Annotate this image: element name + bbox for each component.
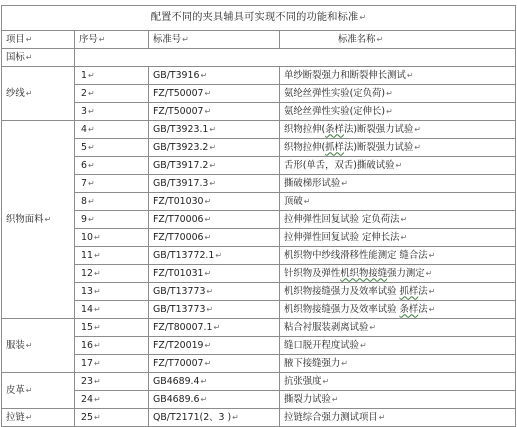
paragraph-mark: ↵ xyxy=(386,88,393,98)
paragraph-mark: ↵ xyxy=(87,70,95,80)
row-standard: FZ/T50007↵ xyxy=(149,103,280,121)
paragraph-mark: ↵ xyxy=(341,178,348,188)
paragraph-mark: ↵ xyxy=(204,268,212,278)
paragraph-mark: ↵ xyxy=(93,340,101,350)
section-label: 服装↵ xyxy=(2,319,75,373)
row-number: 13↵ xyxy=(75,283,149,301)
section-label: 国标↵ xyxy=(2,49,75,67)
section-label: 纱线↵ xyxy=(2,67,75,121)
paragraph-mark: ↵ xyxy=(93,376,101,386)
paragraph-mark: ↵ xyxy=(182,34,189,44)
row-number: 10↵ xyxy=(75,229,149,247)
paragraph-mark: ↵ xyxy=(209,178,217,188)
paragraph-mark: ↵ xyxy=(360,340,367,350)
row-number: 14↵ xyxy=(75,301,149,319)
spellcheck-underline: 条样 xyxy=(325,123,344,135)
paragraph-mark: ↵ xyxy=(414,142,421,152)
row-standard: GB/T3923.2↵ xyxy=(149,139,280,157)
row-number: 25↵ xyxy=(75,409,149,427)
row-standard: FZ/T01030↵ xyxy=(149,193,280,211)
table-row xyxy=(2,67,516,85)
row-standard: FZ/T01031↵ xyxy=(149,265,280,283)
paragraph-mark: ↵ xyxy=(98,34,106,44)
table-row xyxy=(2,211,516,229)
spellcheck-underline: 抓样 xyxy=(399,285,419,297)
table-row xyxy=(2,265,516,283)
row-name: 氨纶丝弹性实验(定负荷)↵ xyxy=(280,85,516,103)
paragraph-mark: ↵ xyxy=(204,340,212,350)
paragraph-mark: ↵ xyxy=(93,394,101,404)
paragraph-mark: ↵ xyxy=(93,268,101,278)
paragraph-mark: ↵ xyxy=(25,385,33,395)
row-name: 拉伸弹性回复试验 定负荷法↵ xyxy=(280,211,516,229)
paragraph-mark: ↵ xyxy=(87,88,95,98)
row-number: 12↵ xyxy=(75,265,149,283)
row-number: 6↵ xyxy=(75,157,149,175)
row-number: 11↵ xyxy=(75,247,149,265)
row-number: 2↵ xyxy=(75,85,149,103)
paragraph-mark: ↵ xyxy=(428,286,436,296)
row-name: 织物拉伸(抓样法)断裂强力试验↵ xyxy=(280,139,516,157)
table-row xyxy=(2,121,516,139)
paragraph-mark: ↵ xyxy=(25,88,33,98)
table-row xyxy=(2,193,516,211)
row-name: 抗张强度↵ xyxy=(280,373,516,391)
row-name: 织物拉伸(条样法)断裂强力试验↵ xyxy=(280,121,516,139)
paragraph-mark: ↵ xyxy=(378,412,386,422)
row-standard: FZ/T70007↵ xyxy=(149,355,280,373)
paragraph-mark: ↵ xyxy=(376,34,384,44)
paragraph-mark: ↵ xyxy=(209,124,217,134)
row-name: 针织物及弹性机织物接缝强力测定↵ xyxy=(280,265,516,283)
table-row xyxy=(2,373,516,391)
table-row xyxy=(2,355,516,373)
row-number: 1↵ xyxy=(75,67,149,85)
paragraph-mark: ↵ xyxy=(25,412,33,422)
paragraph-mark: ↵ xyxy=(93,232,101,242)
row-name: 拉伸弹性回复试验 定伸长法↵ xyxy=(280,229,516,247)
header-name: 标准名称↵ xyxy=(280,31,516,49)
row-number: 3↵ xyxy=(75,103,149,121)
paragraph-mark: ↵ xyxy=(93,286,101,296)
paragraph-mark: ↵ xyxy=(213,322,221,332)
row-standard: GB/T3923.1↵ xyxy=(149,121,280,139)
paragraph-mark: ↵ xyxy=(425,268,433,278)
spellcheck-underline: 条样 xyxy=(399,303,419,315)
row-number: 8↵ xyxy=(75,193,149,211)
paragraph-mark: ↵ xyxy=(93,304,101,314)
standards-document xyxy=(1,5,516,427)
paragraph-mark: ↵ xyxy=(414,124,421,134)
row-standard: FZ/T70006↵ xyxy=(149,229,280,247)
row-name: 撕裂力试验↵ xyxy=(280,391,516,409)
table-row xyxy=(2,391,516,409)
spellcheck-underline: 抓样 xyxy=(325,141,344,153)
table-row xyxy=(2,175,516,193)
paragraph-mark: ↵ xyxy=(341,358,348,368)
paragraph-mark: ↵ xyxy=(428,304,436,314)
row-standard: GB/T3917.3↵ xyxy=(149,175,280,193)
paragraph-mark: ↵ xyxy=(204,106,212,116)
row-standard: FZ/T50007↵ xyxy=(149,85,280,103)
paragraph-mark: ↵ xyxy=(87,160,95,170)
paragraph-mark: ↵ xyxy=(209,142,217,152)
paragraph-mark: ↵ xyxy=(93,250,101,260)
paragraph-mark: ↵ xyxy=(303,196,311,206)
section-label: 拉链↵ xyxy=(2,409,75,427)
row-number: 15↵ xyxy=(75,319,149,337)
paragraph-mark: ↵ xyxy=(406,70,414,80)
row-standard: GB4689.4↵ xyxy=(149,373,280,391)
paragraph-mark: ↵ xyxy=(200,376,208,386)
paragraph-mark: ↵ xyxy=(232,412,239,422)
table-row xyxy=(2,337,516,355)
row-number: 16↵ xyxy=(75,337,149,355)
table-row xyxy=(2,247,516,265)
table-row xyxy=(2,319,516,337)
row-number: 5↵ xyxy=(75,139,149,157)
row-standard: GB4689.6↵ xyxy=(149,391,280,409)
row-standard: GB/T3917.2↵ xyxy=(149,157,280,175)
paragraph-mark: ↵ xyxy=(25,340,33,350)
paragraph-mark: ↵ xyxy=(204,88,212,98)
row-standard: GB/T3916↵ xyxy=(149,67,280,85)
paragraph-mark: ↵ xyxy=(206,304,214,314)
paragraph-mark: ↵ xyxy=(428,250,436,260)
paragraph-mark: ↵ xyxy=(44,214,52,224)
row-standard: GB/T13773↵ xyxy=(149,301,280,319)
title-row xyxy=(2,6,516,31)
paragraph-mark: ↵ xyxy=(25,34,33,44)
row-standard: FZ/T20019↵ xyxy=(149,337,280,355)
paragraph-mark: ↵ xyxy=(215,250,223,260)
paragraph-mark: ↵ xyxy=(93,358,101,368)
paragraph-mark: ↵ xyxy=(331,394,339,404)
row-number: 4↵ xyxy=(75,121,149,139)
row-name: 顶破↵ xyxy=(280,193,516,211)
table-title: 配置不同的夹具辅具可实现不同的功能和标准↵ xyxy=(2,6,516,31)
row-name: 腋下接缝强力↵ xyxy=(280,355,516,373)
row-standard: FZ/T80007.1↵ xyxy=(149,319,280,337)
paragraph-mark: ↵ xyxy=(87,196,95,206)
paragraph-mark: ↵ xyxy=(322,376,330,386)
row-number: 7↵ xyxy=(75,175,149,193)
section-label: 织物面料↵ xyxy=(2,121,75,319)
table-row xyxy=(2,157,516,175)
empty-cell xyxy=(75,49,516,67)
row-standard: QB/T2171(2、3 )↵ xyxy=(149,409,280,427)
paragraph-mark: ↵ xyxy=(400,214,408,224)
paragraph-mark: ↵ xyxy=(386,106,393,116)
row-name: 机织物接缝强力及效率试验 抓样法↵ xyxy=(280,283,516,301)
row-name: 拉链综合强力测试项目↵ xyxy=(280,409,516,427)
paragraph-mark: ↵ xyxy=(206,286,214,296)
row-number: 24↵ xyxy=(75,391,149,409)
paragraph-mark: ↵ xyxy=(204,196,212,206)
paragraph-mark: ↵ xyxy=(200,70,208,80)
paragraph-mark: ↵ xyxy=(395,160,403,170)
paragraph-mark: ↵ xyxy=(204,232,212,242)
paragraph-mark: ↵ xyxy=(87,214,95,224)
header-item: 项目↵ xyxy=(2,31,75,49)
table-row xyxy=(2,85,516,103)
table-row xyxy=(2,409,516,427)
header-std: 标准号↵ xyxy=(149,31,280,49)
table-row xyxy=(2,103,516,121)
paragraph-mark: ↵ xyxy=(200,394,208,404)
standards-table xyxy=(1,5,516,427)
row-number: 17↵ xyxy=(75,355,149,373)
row-name: 机织物接缝强力及效率试验 条样法↵ xyxy=(280,301,516,319)
table-row xyxy=(2,229,516,247)
row-standard: GB/T13773↵ xyxy=(149,283,280,301)
paragraph-mark: ↵ xyxy=(204,358,212,368)
paragraph-mark: ↵ xyxy=(87,142,95,152)
paragraph-mark: ↵ xyxy=(87,178,95,188)
paragraph-mark: ↵ xyxy=(93,322,101,332)
table-row xyxy=(2,301,516,319)
paragraph-mark: ↵ xyxy=(87,124,95,134)
row-name: 氨纶丝弹性实验(定伸长)↵ xyxy=(280,103,516,121)
table-row xyxy=(2,139,516,157)
paragraph-mark: ↵ xyxy=(209,160,217,170)
header-row xyxy=(2,31,516,49)
header-no: 序号↵ xyxy=(75,31,149,49)
spellcheck-underline: 机织物接缝 xyxy=(340,267,388,279)
paragraph-mark: ↵ xyxy=(359,13,367,22)
table-row xyxy=(2,49,516,67)
paragraph-mark: ↵ xyxy=(369,322,377,332)
row-name: 缝口脱开程度试验↵ xyxy=(280,337,516,355)
row-name: 单纱断裂强力和断裂伸长测试↵ xyxy=(280,67,516,85)
paragraph-mark: ↵ xyxy=(204,214,212,224)
paragraph-mark: ↵ xyxy=(87,106,95,116)
row-standard: FZ/T70006↵ xyxy=(149,211,280,229)
row-name: 粘合衬服装剥离试验↵ xyxy=(280,319,516,337)
table-row xyxy=(2,283,516,301)
row-name: 舌形(单舌，双舌)撕破试验↵ xyxy=(280,157,516,175)
row-number: 9↵ xyxy=(75,211,149,229)
row-standard: GB/T13772.1↵ xyxy=(149,247,280,265)
row-name: 撕破梯形试验↵ xyxy=(280,175,516,193)
paragraph-mark: ↵ xyxy=(25,52,33,62)
section-label: 皮革↵ xyxy=(2,373,75,409)
paragraph-mark: ↵ xyxy=(400,232,408,242)
row-name: 机织物中纱线滑移性能测定 缝合法↵ xyxy=(280,247,516,265)
paragraph-mark: ↵ xyxy=(93,412,101,422)
row-number: 23↵ xyxy=(75,373,149,391)
